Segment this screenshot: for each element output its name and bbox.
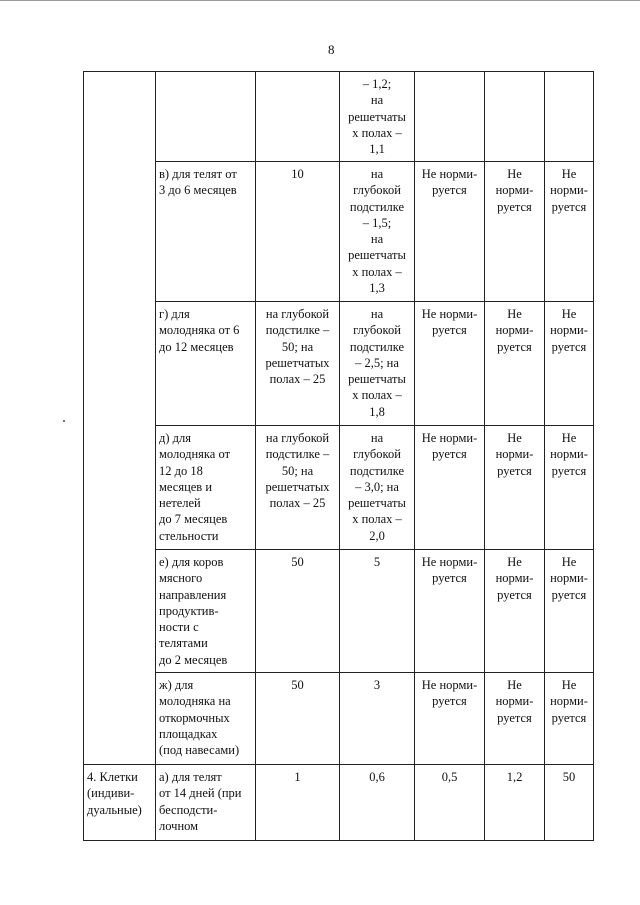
value-cell (256, 72, 340, 162)
value-cell: Не норми- руется (485, 302, 545, 426)
value-cell: на глубокой подстилке – 2,5; на решетчаты х полах – 1,8 (340, 302, 415, 426)
scan-speck (63, 420, 65, 422)
value-cell: Не норми- руется (415, 302, 485, 426)
value-cell: 50 (256, 550, 340, 673)
category-cell (84, 72, 156, 765)
value-cell: 5 (340, 550, 415, 673)
value-cell: – 1,2; на решетчаты х полах – 1,1 (340, 72, 415, 162)
value-cell: Не норми- руется (485, 162, 545, 302)
value-cell (545, 72, 594, 162)
animal-group-cell: е) для коров мясного направления продуктив- ности с телятами до 2 месяцев (156, 550, 256, 673)
table-row (84, 426, 594, 550)
animal-group-cell (156, 72, 256, 162)
value-cell: Не норми- руется (485, 673, 545, 765)
value-cell: на глубокой подстилке – 50; на решетчатых полах – 25 (256, 426, 340, 550)
value-cell: на глубокой подстилке – 3,0; на решетчаты х полах – 2,0 (340, 426, 415, 550)
value-cell: 0,5 (415, 765, 485, 841)
value-cell: 10 (256, 162, 340, 302)
category-cell: 4. Клетки (индиви- дуальные) (84, 765, 156, 841)
value-cell: Не норми- руется (485, 426, 545, 550)
page-top-border (0, 0, 640, 1)
value-cell: Не норми- руется (545, 673, 594, 765)
table-row (84, 673, 594, 765)
value-cell: Не норми- руется (545, 550, 594, 673)
table-row (84, 302, 594, 426)
animal-group-cell: в) для телят от 3 до 6 месяцев (156, 162, 256, 302)
value-cell: Не норми- руется (545, 302, 594, 426)
value-cell (415, 72, 485, 162)
value-cell: Не норми- руется (415, 426, 485, 550)
value-cell: Не норми- руется (485, 550, 545, 673)
animal-group-cell: г) для молодняка от 6 до 12 месяцев (156, 302, 256, 426)
value-cell: на глубокой подстилке – 1,5; на решетчаты х полах – 1,3 (340, 162, 415, 302)
value-cell: Не норми- руется (415, 673, 485, 765)
value-cell: Не норми- руется (415, 162, 485, 302)
animal-group-cell: д) для молодняка от 12 до 18 месяцев и нетелей до 7 месяцев стельности (156, 426, 256, 550)
table-row (84, 162, 594, 302)
value-cell: Не норми- руется (415, 550, 485, 673)
value-cell: 3 (340, 673, 415, 765)
value-cell: 50 (256, 673, 340, 765)
value-cell: Не норми- руется (545, 162, 594, 302)
table-row (84, 765, 594, 841)
value-cell: 0,6 (340, 765, 415, 841)
norms-table (83, 71, 594, 841)
value-cell: Не норми- руется (545, 426, 594, 550)
animal-group-cell: а) для телят от 14 дней (при бесподсти- лочном (156, 765, 256, 841)
value-cell: 1 (256, 765, 340, 841)
page-number: 8 (328, 42, 335, 57)
value-cell: на глубокой подстилке – 50; на решетчатых полах – 25 (256, 302, 340, 426)
table-row (84, 72, 594, 162)
value-cell: 50 (545, 765, 594, 841)
table-row (84, 550, 594, 673)
value-cell (485, 72, 545, 162)
value-cell: 1,2 (485, 765, 545, 841)
animal-group-cell: ж) для молодняка на откормочных площадках (под навесами) (156, 673, 256, 765)
